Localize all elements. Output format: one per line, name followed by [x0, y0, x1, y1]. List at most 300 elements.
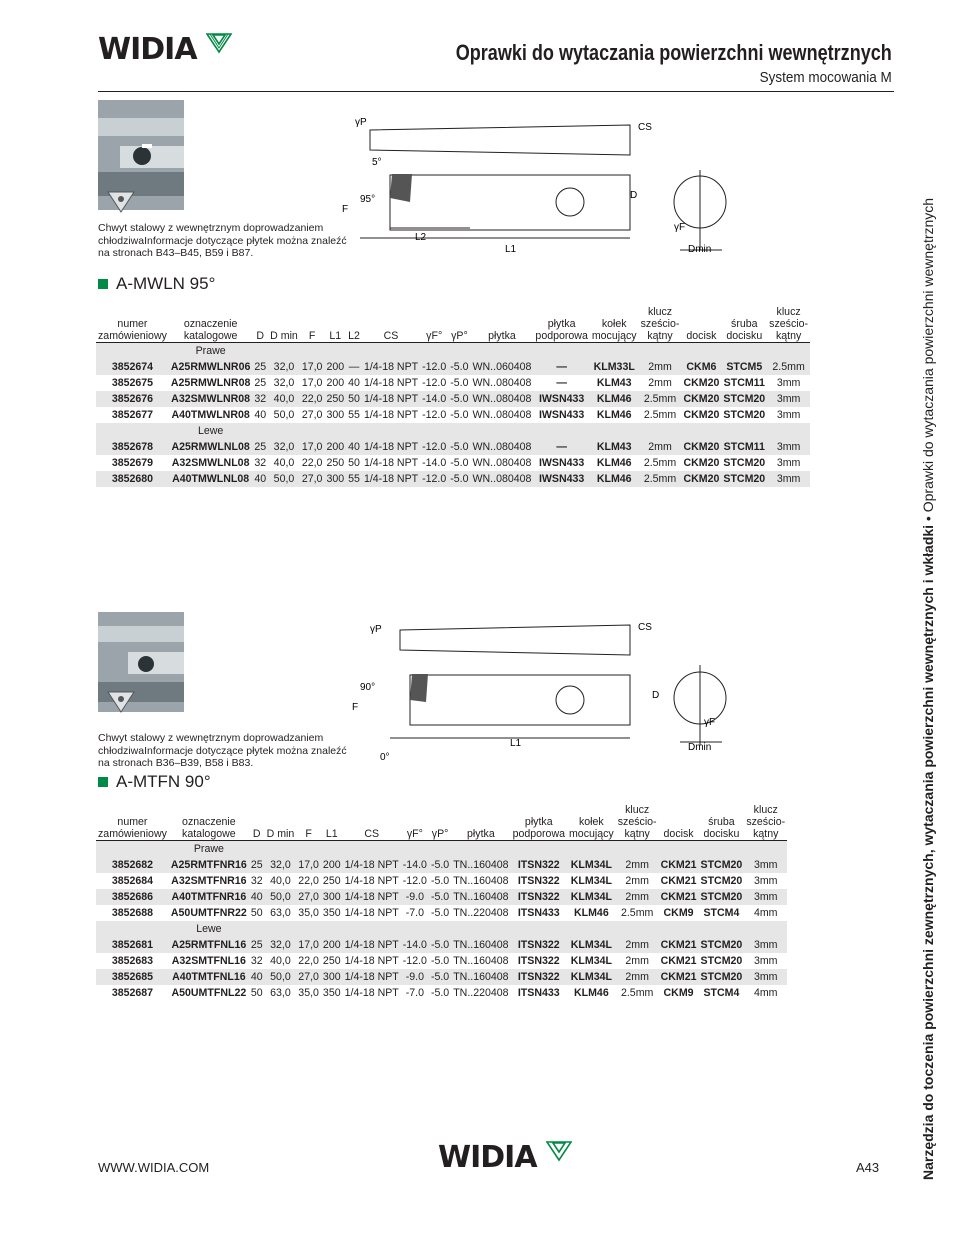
table-cell: -5.0	[430, 971, 450, 983]
bar-side-view	[390, 175, 630, 230]
table-cell: 35,0	[298, 987, 319, 999]
table-cell: 3mm	[767, 471, 810, 487]
table-cell: WN..080408	[472, 409, 532, 421]
table-cell: 25	[254, 441, 267, 453]
column-header: L1	[321, 804, 343, 841]
table-cell: -5.0	[450, 473, 469, 485]
column-header: śruba docisku	[721, 306, 767, 343]
column-header: CS	[362, 306, 420, 343]
column-header: klucz sześcio- kątny	[617, 804, 657, 840]
column-header: docisk	[681, 306, 721, 343]
table-cell: 22,0	[298, 875, 319, 887]
side-label-separator: •	[920, 516, 936, 522]
table-cell: STCM20	[723, 409, 766, 421]
table-cell: 3mm	[744, 889, 787, 905]
l1-label: L1	[505, 244, 517, 255]
table-cell: A25RMTFNR16	[170, 859, 247, 871]
table-cell: 22,0	[298, 955, 319, 967]
section2-heading	[98, 772, 211, 792]
column-header: klucz sześcio- kątny	[769, 306, 809, 342]
table-cell: -14.0	[402, 859, 427, 871]
table-row	[96, 905, 787, 921]
column-header: numer zamówieniowy	[96, 306, 169, 343]
table-cell: STCM20	[700, 891, 743, 903]
table-cell: 3852678	[96, 439, 169, 455]
group-label: Prawe	[169, 343, 252, 360]
table-cell: 3mm	[776, 377, 801, 389]
angle5-label: 5°	[372, 157, 382, 168]
table-cell: A40TMTFNR16	[169, 889, 249, 905]
table-cell: A50UMTFNL22	[171, 987, 247, 999]
table-cell: CKM21	[660, 891, 697, 903]
table-cell: 1/4-18 NPT	[344, 955, 399, 967]
table-cell: 63,0	[270, 987, 291, 999]
widia-logo-mark-icon	[546, 1140, 572, 1162]
table-cell: 3852684	[111, 875, 154, 887]
table-cell: 1/4-18 NPT	[344, 859, 399, 871]
table-cell: CKM21	[660, 955, 697, 967]
table-cell: 40	[254, 473, 267, 485]
page-number: A43	[856, 1160, 880, 1175]
table-cell: 63,0	[270, 907, 291, 919]
table-cell: STCM20	[723, 457, 766, 469]
table-cell: IWSN433	[538, 457, 585, 469]
table-cell: 2.5mm	[620, 907, 654, 919]
table-cell: ITSN322	[517, 955, 560, 967]
f-label: F	[342, 204, 349, 215]
table-cell: -12.0	[422, 409, 447, 421]
table-cell: KLM34L	[570, 955, 612, 967]
table-cell: 25	[254, 377, 267, 389]
table-row	[96, 407, 810, 423]
table-cell: -5.0	[430, 955, 450, 967]
table-cell: -12.0	[402, 875, 427, 887]
table-cell: CKM20	[683, 441, 720, 453]
table-cell: 1/4-18 NPT	[344, 875, 399, 887]
table-cell: 1/4-18 NPT	[344, 987, 399, 999]
table-cell: STCM20	[700, 875, 743, 887]
table-cell: CKM20	[683, 409, 720, 421]
column-header: oznaczenie katalogowe	[169, 306, 252, 343]
table-row	[96, 391, 810, 407]
table-cell: 1/4-18 NPT	[344, 939, 399, 951]
section1-note: Chwyt stalowy z wewnętrznym doprowadzaniem chłodziwaInformacje dotyczące płytek można znaleźć na stronach B43–B45, B59 i B87.	[98, 222, 347, 259]
table-cell: 32,0	[268, 359, 300, 375]
table-cell: 3852681	[96, 937, 169, 953]
column-header: D	[252, 306, 268, 343]
table-cell: -14.0	[402, 939, 427, 951]
table-cell: 3mm	[744, 969, 787, 985]
table-cell: -5.0	[430, 907, 450, 919]
table-cell: 40	[348, 441, 360, 453]
column-header: γP°	[448, 306, 470, 343]
widia-logo	[98, 32, 232, 67]
table-cell: WN..080408	[472, 457, 532, 469]
table-cell: 3852682	[96, 857, 169, 873]
table-cell: WN..080408	[472, 473, 532, 485]
column-header: śruba docisku	[699, 804, 745, 841]
table-cell: 40	[250, 971, 263, 983]
table-row	[96, 889, 787, 905]
table-cell: WN..080408	[472, 393, 532, 405]
table-cell: 22,0	[301, 457, 323, 469]
table-cell: 17,0	[301, 441, 323, 453]
table-cell: 35,0	[298, 907, 319, 919]
table-cell: KLM34L	[567, 937, 616, 953]
table-cell: CKM9	[663, 987, 694, 999]
table-cell: 50	[250, 907, 263, 919]
table-cell: -7.0	[405, 907, 424, 919]
table-cell: -5.0	[430, 875, 450, 887]
column-header: L2	[346, 306, 362, 343]
group-label: Lewe	[169, 423, 252, 439]
table-cell: KLM46	[573, 987, 609, 999]
table-cell: 3mm	[767, 391, 810, 407]
green-bullet-icon	[98, 279, 108, 289]
table-cell: 3mm	[753, 875, 778, 887]
table-cell: 3852679	[111, 457, 154, 469]
table-cell: 350	[322, 987, 341, 999]
table-row	[96, 953, 787, 969]
l1-label: L1	[510, 738, 522, 749]
table-cell: 2mm	[639, 439, 682, 455]
table-cell: A32SMTFNL16	[171, 955, 246, 967]
table-cell: A40TMTFNL16	[169, 969, 249, 985]
column-header: γF°	[420, 306, 448, 343]
table-cell: 3852688	[111, 907, 154, 919]
table-cell: -5.0	[430, 891, 450, 903]
table-cell: —	[346, 359, 362, 375]
table-cell: TN..160408	[453, 875, 509, 887]
table-cell: -12.0	[422, 361, 447, 373]
column-header: klucz sześcio- kątny	[746, 804, 786, 840]
table-cell: 55	[348, 473, 360, 485]
table-cell: 1/4-18 NPT	[363, 473, 419, 485]
table-cell: 3852676	[96, 391, 169, 407]
column-header: γF°	[401, 804, 429, 841]
column-header: oznaczenie katalogowe	[169, 804, 249, 841]
column-header: L1	[324, 306, 346, 343]
table-row	[96, 439, 810, 455]
group-row	[96, 423, 810, 439]
column-header: F	[296, 804, 321, 841]
table-cell: TN..160408	[453, 859, 509, 871]
table-cell: CKM20	[683, 377, 720, 389]
table-cell: 50	[348, 393, 360, 405]
table-cell: -9.0	[401, 969, 429, 985]
column-header: γP°	[429, 804, 451, 841]
table-cell: -12.0	[422, 441, 447, 453]
gp-label: γP	[355, 117, 367, 128]
table-cell: CKM21	[660, 859, 697, 871]
table-cell: CKM21	[660, 939, 697, 951]
table-cell: 1/4-18 NPT	[363, 377, 419, 389]
table-cell: STCM20	[700, 859, 743, 871]
table-cell: CKM20	[683, 457, 720, 469]
table-cell: STCM4	[703, 907, 740, 919]
table-cell: 3852675	[111, 377, 154, 389]
column-header: płytka	[471, 306, 534, 343]
table-cell: KLM46	[590, 471, 639, 487]
table-cell: TN..160408	[453, 971, 509, 983]
table-cell: 2.5mm	[639, 471, 682, 487]
table-cell: 2mm	[625, 875, 649, 887]
table-cell: 3852677	[111, 409, 154, 421]
table-cell: 40	[250, 891, 263, 903]
table-cell: 2mm	[616, 857, 659, 873]
table-cell: 1/4-18 NPT	[363, 457, 419, 469]
table-cell: 2.5mm	[767, 359, 810, 375]
table-cell: 3852686	[96, 889, 169, 905]
table-cell: TN..160408	[453, 939, 509, 951]
table-cell: A32SMTFNR16	[171, 875, 247, 887]
column-header: F	[300, 306, 325, 343]
table-cell: 3mm	[744, 937, 787, 953]
table-cell: -14.0	[422, 393, 447, 405]
column-header: płytka podporowa	[533, 306, 589, 343]
table-cell: 300	[322, 891, 341, 903]
d-label: D	[630, 190, 638, 201]
group-label: Lewe	[169, 921, 249, 937]
d-label: D	[652, 690, 660, 701]
table-cell: 22,0	[301, 393, 323, 405]
f-label: F	[352, 702, 359, 713]
table-cell: -5.0	[430, 859, 450, 871]
table-cell: 40	[254, 409, 267, 421]
footer-url-link[interactable]: WWW.WIDIA.COM	[98, 1160, 210, 1175]
table-cell: STCM4	[703, 987, 740, 999]
l2-label: L2	[415, 232, 427, 243]
table-cell: 3mm	[767, 439, 810, 455]
table-cell: 25	[250, 939, 263, 951]
table-cell: 50,0	[265, 969, 297, 985]
table-cell: KLM43	[590, 439, 639, 455]
table-cell: 17,0	[298, 859, 319, 871]
table-cell: KLM34L	[570, 875, 612, 887]
group-label: Prawe	[169, 841, 249, 858]
table-cell: 250	[326, 457, 345, 469]
gf-label: γF	[674, 222, 686, 233]
table-cell: 200	[322, 939, 341, 951]
table-cell: CKM21	[660, 971, 697, 983]
table-cell: -12.0	[422, 473, 447, 485]
table-row	[96, 359, 810, 375]
table-cell: WN..060408	[472, 361, 532, 373]
table-row	[96, 937, 787, 953]
table-cell: 2mm	[616, 937, 659, 953]
mtfn-spec-table	[96, 804, 787, 1001]
table-row	[96, 857, 787, 873]
table-cell: KLM33L	[590, 359, 639, 375]
column-header: numer zamówieniowy	[96, 804, 169, 841]
table-cell: CKM6	[681, 359, 721, 375]
section1-heading-text: A-MWLN 95°	[116, 274, 216, 293]
table-cell: IWSN433	[533, 471, 589, 487]
table-cell: 17,0	[301, 377, 323, 389]
column-header: D min	[265, 804, 297, 841]
table-cell: A32SMWLNR08	[169, 391, 252, 407]
column-header: płytka podporowa	[511, 804, 567, 841]
dmin-label: Dmin	[688, 244, 712, 255]
table-cell: 40,0	[268, 391, 300, 407]
table-cell: 2mm	[625, 955, 649, 967]
table-cell: 2.5mm	[620, 987, 654, 999]
table-cell: ITSN322	[511, 857, 567, 873]
cs-label: CS	[638, 122, 652, 133]
table-cell: STCM20	[700, 955, 743, 967]
table-cell: STCM11	[721, 439, 767, 455]
widia-footer-logo	[438, 1140, 572, 1175]
table-cell: -5.0	[430, 939, 450, 951]
insert-icon	[106, 690, 136, 714]
table-cell: -5.0	[450, 409, 469, 421]
table-cell: 1/4-18 NPT	[344, 907, 399, 919]
table-cell: A25RMWLNL08	[169, 439, 252, 455]
table-cell: 17,0	[298, 939, 319, 951]
table-cell: 32	[250, 875, 263, 887]
column-header: CS	[343, 804, 401, 841]
table-cell: KLM34L	[567, 857, 616, 873]
table-cell: KLM46	[590, 391, 639, 407]
table-cell: 3852674	[96, 359, 169, 375]
table-cell: —	[533, 359, 589, 375]
table-cell: 3852683	[111, 955, 154, 967]
table-cell: 2.5mm	[639, 391, 682, 407]
table-cell: -5.0	[450, 457, 469, 469]
table-cell: 250	[322, 955, 341, 967]
table-cell: 1/4-18 NPT	[363, 441, 419, 453]
table-cell: 2mm	[616, 889, 659, 905]
bar-top-view	[370, 125, 630, 155]
table-cell: 1/4-18 NPT	[363, 361, 419, 373]
angle0-label: 0°	[380, 752, 390, 763]
table-cell: 32	[254, 457, 267, 469]
table-cell: 200	[326, 441, 345, 453]
table-cell: -5.0	[450, 393, 469, 405]
table-cell: 3852687	[111, 987, 154, 999]
table-cell: 1/4-18 NPT	[363, 393, 419, 405]
brand-name: WIDIA	[438, 1140, 537, 1175]
table-cell: IWSN433	[533, 391, 589, 407]
mtfn-diagram	[330, 610, 890, 770]
table-cell: 2.5mm	[643, 457, 677, 469]
side-section-label	[920, 180, 936, 1180]
table-cell: KLM46	[596, 457, 632, 469]
table-cell: 40,0	[273, 457, 295, 469]
mwln-spec-table	[96, 306, 810, 487]
table-cell: ITSN322	[517, 875, 560, 887]
table-cell: 200	[322, 859, 341, 871]
table-cell: 2mm	[639, 359, 682, 375]
table-cell: 3mm	[776, 457, 801, 469]
table-cell: ITSN322	[511, 969, 567, 985]
table-row	[96, 985, 787, 1001]
table-cell: KLM46	[573, 907, 609, 919]
table-row	[96, 375, 810, 391]
group-row	[96, 841, 787, 858]
table-cell: -5.0	[450, 361, 469, 373]
table-cell: 27,0	[298, 891, 319, 903]
table-cell: TN..160408	[453, 955, 509, 967]
table-cell: 200	[326, 377, 345, 389]
widia-logo-mark-icon	[206, 32, 232, 54]
table-cell: A40TMWLNR08	[171, 409, 250, 421]
table-cell: 40,0	[270, 955, 291, 967]
table-cell: 2mm	[616, 969, 659, 985]
table-cell: 2mm	[648, 377, 672, 389]
table-cell: 300	[322, 971, 341, 983]
table-cell: TN..160408	[453, 891, 509, 903]
group-row	[96, 921, 787, 937]
table-cell: TN..220408	[453, 907, 509, 919]
table-cell: 27,0	[301, 409, 323, 421]
table-cell: 50,0	[273, 409, 295, 421]
table-cell: 27,0	[298, 971, 319, 983]
table-cell: 1/4-18 NPT	[344, 971, 399, 983]
table-row	[96, 873, 787, 889]
column-header: klucz sześcio- kątny	[640, 306, 680, 342]
green-bullet-icon	[98, 777, 108, 787]
section2-note: Chwyt stalowy z wewnętrznym doprowadzaniem chłodziwaInformacje dotyczące płytek można znaleźć na stronach B36–B39, B58 i B83.	[98, 732, 347, 769]
table-cell: 3mm	[744, 857, 787, 873]
table-cell: -12.0	[422, 377, 447, 389]
dmin-label: Dmin	[688, 742, 712, 753]
table-cell: CKM9	[663, 907, 694, 919]
table-cell: A25RMWLNR08	[170, 377, 251, 389]
table-cell: -12.0	[402, 955, 427, 967]
column-header: D min	[268, 306, 300, 343]
table-cell: 350	[322, 907, 341, 919]
table-cell: -5.0	[430, 987, 450, 999]
table-cell: -5.0	[450, 441, 469, 453]
column-header: kołek mocujący	[590, 306, 639, 343]
table-cell: WN..080408	[472, 377, 532, 389]
table-cell: 1/4-18 NPT	[363, 409, 419, 421]
table-header-row	[96, 306, 810, 343]
table-cell: —	[556, 377, 567, 389]
table-cell: A25RMTFNL16	[169, 937, 249, 953]
table-cell: ITSN433	[517, 987, 560, 999]
table-cell: 17,0	[301, 361, 323, 373]
table-cell: CKM20	[683, 473, 720, 485]
angle95-label: 95°	[360, 194, 376, 205]
table-cell: 32,0	[265, 857, 297, 873]
table-row	[96, 969, 787, 985]
table-cell: -9.0	[401, 889, 429, 905]
group-row	[96, 343, 810, 360]
brand-name: WIDIA	[98, 32, 197, 67]
table-cell: A50UMTFNR22	[170, 907, 247, 919]
table-row	[96, 455, 810, 471]
table-cell: KLM34L	[567, 889, 616, 905]
column-header: docisk	[659, 804, 699, 841]
table-cell: STCM20	[700, 971, 743, 983]
column-header: płytka	[451, 804, 510, 841]
page-subtitle: System mocowania M	[759, 69, 892, 86]
table-cell: 2.5mm	[643, 409, 677, 421]
table-cell: 40	[348, 377, 360, 389]
table-cell: 32	[254, 393, 267, 405]
table-cell: 300	[326, 409, 345, 421]
table-cell: 25	[254, 361, 267, 373]
table-row	[96, 471, 810, 487]
table-cell: 50	[348, 457, 360, 469]
table-cell: 200	[326, 361, 345, 373]
gf-label: γF	[704, 717, 716, 728]
table-cell: KLM43	[596, 377, 632, 389]
table-cell: 32,0	[273, 377, 295, 389]
side-label-bold: Narzędzia do toczenia powierzchni zewnętrznych, wytaczania powierzchni wewnętrznych i wkładki	[920, 524, 936, 1180]
